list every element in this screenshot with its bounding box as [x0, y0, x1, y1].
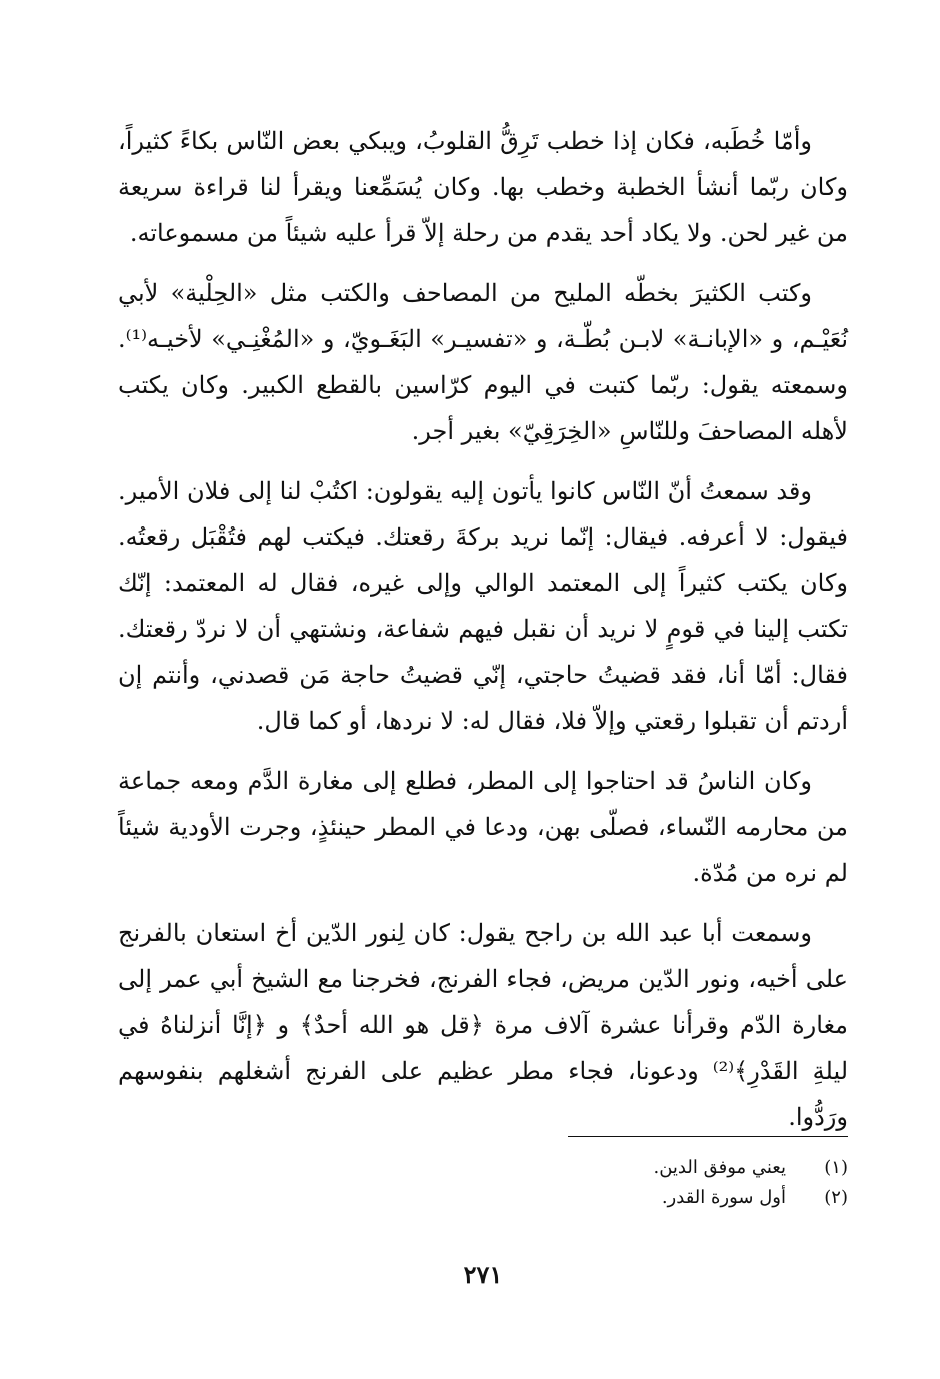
- footnote-text: يعني موفق الدين.: [653, 1157, 786, 1178]
- paragraph-copying-books: وكتب الكثيرَ بخطّه المليح من المصاحف والكتب مثل «الحِلْية» لأبي نُعَيْـم، و «الإبانـة» لابـن بُطّـة، و «تفسيـر» البَغَـويّ، و «المُغْنِـي» لأخيـه⁽¹⁾. وسمعته يقول: ربّما كتبت في اليوم كرّاسين بالقطع الكبير. وكان يكتب لأهله المصاحفَ وللنّاسِ «الخِرَقِيّ» بغير أجر.: [118, 279, 848, 445]
- paragraph-sermons: وأمّا خُطَبه، فكان إذا خطب تَرِقُّ القلوبُ، ويبكي بعض النّاس بكاءً كثيراً، وكان ربّما أنشأ الخطبة وخطب بها. وكان يُسَمِّعنا ويقرأ لنا قراءة سريعة من غير لحن. ولا يكاد أحد يقدم من رحلة إلاّ قرأ عليه شيئاً من مسموعاته.: [118, 127, 848, 247]
- footnote-divider: [568, 1136, 848, 1137]
- book-page: [118, 118, 849, 1289]
- paragraph-rain-prayer: وكان الناسُ قد احتاجوا إلى المطر، فطلع إلى مغارة الدَّم ومعه جماعة من محارمه النّساء، فصلّى بهن، ودعا في المطر حينئذٍ، وجرت الأودية شيئاً لم نره من مُدّة.: [118, 767, 848, 887]
- footnote-1: [118, 1153, 848, 1183]
- footnote-text: أول سورة القدر.: [661, 1187, 786, 1208]
- footnote-2: [118, 1183, 848, 1213]
- paragraph-letters-to-emir: وقد سمعتُ أنّ النّاس كانوا يأتون إليه يقولون: اكتُبْ لنا إلى فلان الأمير. فيقول: لا أعرفه. فيقال: إنّما نريد بركةَ رقعتك. فيكتب لهم فتُقْبَل رقعتُه. وكان يكتب كثيراً إلى المعتمد الوالي وإلى غيره، فقال له المعتمد: إنّك تكتب إلينا في قومٍ لا نريد أن نقبل فيهم شفاعة، ونشتهي أن لا نردّ رقعتك. فقال: أمّا أنا، فقد قضيتُ حاجتي، إنّي قضيتُ حاجة مَن قصدني، وأنتم إن أردتم أن تقبلوا رقعتي وإلاّ فلا، فقال له: لا نردها، أو كما قال.: [118, 477, 848, 735]
- footnotes: [118, 1136, 848, 1213]
- page-number: ٢٧١: [463, 1260, 503, 1289]
- paragraph-nur-al-din: وسمعت أبا عبد الله بن راجح يقول: كان لِنور الدّين أخ استعان بالفرنج على أخيه، ونور الدّين مريض، فجاء الفرنج، فخرجنا مع الشيخ أبي عمر إلى مغارة الدّم وقرأنا عشرة آلاف مرة ﴿قل هو الله أحدٌ﴾ و ﴿إنَّا أنزلناهُ في ليلةِ القَدْرِ﴾⁽²⁾ ودعونا، فجاء مطر عظيم على الفرنج أشغلهم بنفوسهم ورَدُّوا.: [118, 919, 849, 1131]
- footnote-number: (٢): [824, 1187, 848, 1208]
- footnote-number: (١): [824, 1157, 848, 1178]
